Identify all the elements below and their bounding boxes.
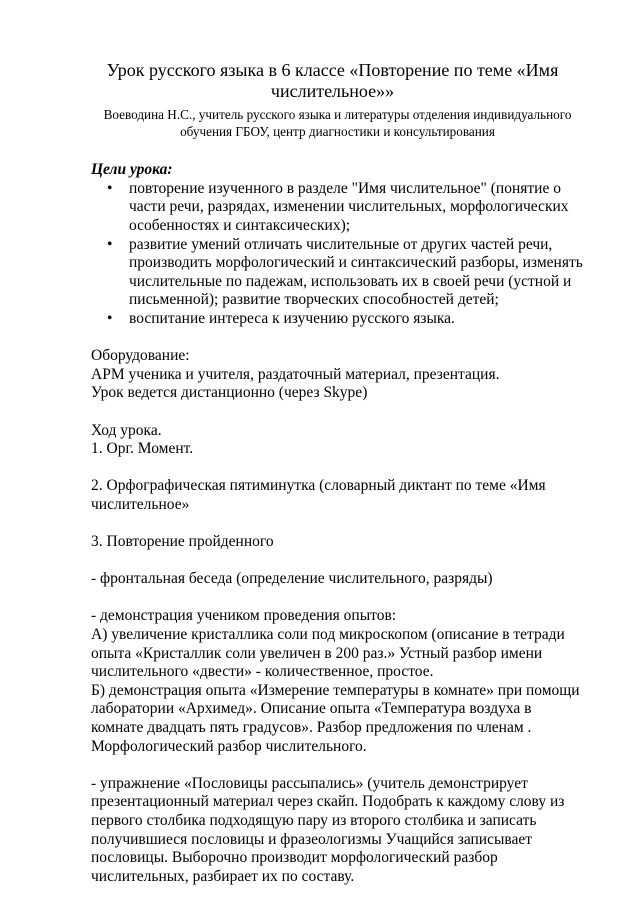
- remote-note: Урок ведется дистанционно (через Skype): [91, 384, 368, 402]
- step-spelling: 2. Орфографическая пятиминутка (словарный диктант по теме «Имя числительное»: [91, 477, 546, 513]
- demo-a: А) увеличение кристаллика соли под микроскопом (описание в тетради опыта «Кристаллик соли увеличен в 200 раз.» Устный разбор имени числительного «двести» - количественное, простое.: [91, 626, 565, 681]
- proverbs-exercise: - упражнение «Пословицы рассыпались» (учитель демонстрирует презентационный материал через скайп. Подобрать к каждому слову из первого столбика подходящую пару из второго столбика и записать получившиеся пословицы и фразеологизмы Учащийся записывает пословицы. Выборочно производит морфологический разбор числительных, разбирает их по составу.: [91, 774, 565, 885]
- lesson-title: Урок русского языка в 6 классе «Повторение по теме «Имя числительное»»: [106, 60, 559, 101]
- equipment-text: АРМ ученика и учителя, раздаточный материал, презентация.: [91, 365, 500, 383]
- goals-heading: Цели урока:: [91, 161, 173, 179]
- equipment-heading: Оборудование:: [91, 347, 190, 365]
- step-org-moment: 1. Орг. Момент.: [91, 440, 194, 458]
- goal-text: развитие умений отличать числительные от других частей речи, производить морфологический и синтаксический разборы, изменять числительные по падежам, использовать их в своей речи (устной и письменной); развитие творческих способностей детей;: [129, 235, 583, 309]
- bullet-icon: •: [107, 235, 113, 253]
- goal-text: повторение изученного в разделе "Имя числительное" (понятие о части речи, разрядах, изменении числительных, морфологических особенностях и синтаксических);: [129, 179, 569, 234]
- bullet-icon: •: [107, 309, 113, 327]
- step-review: 3. Повторение пройденного: [91, 533, 274, 551]
- course-heading: Ход урока.: [91, 421, 162, 439]
- goal-item: [107, 309, 584, 329]
- bullet-icon: •: [107, 179, 113, 197]
- author-line: Воеводина Н.С., учитель русского языка и литературы отделения индивидуального обучения ГБОУ, центр диагностики и консультирования: [103, 107, 572, 139]
- goal-text: воспитание интереса к изучению русского языка.: [129, 309, 455, 327]
- goals-list: [91, 180, 584, 329]
- demo-b: Б) демонстрация опыта «Измерение температуры в комнате» при помощи лаборатории «Архимед». Описание опыта «Температура воздуха в комнате двадцать пять градусов». Разбор предложения по членам . Морфологический разбор числительного.: [91, 681, 580, 755]
- goal-item: [107, 179, 584, 236]
- demo-heading: - демонстрация учеником проведения опытов:: [91, 607, 397, 625]
- frontal-conversation: - фронтальная беседа (определение числительного, разряды): [91, 570, 493, 588]
- goal-item: [107, 235, 584, 310]
